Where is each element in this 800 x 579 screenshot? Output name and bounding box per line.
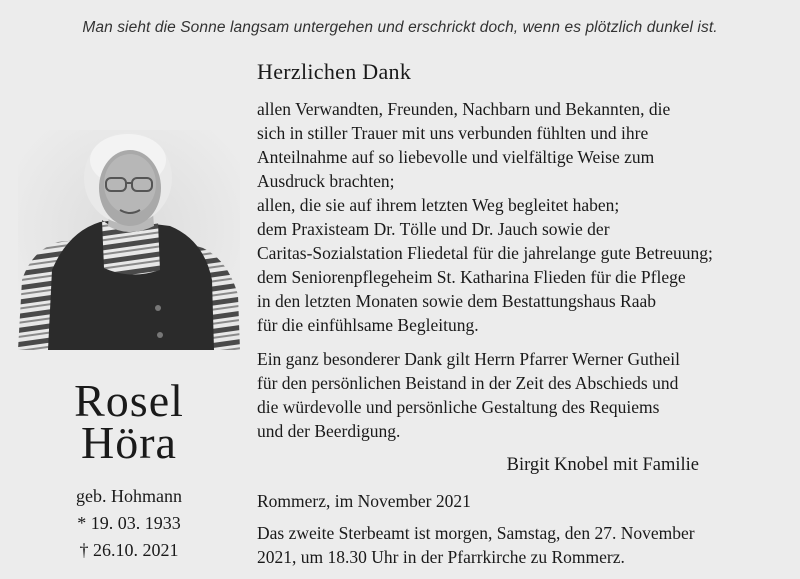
text-line: Anteilnahme auf so liebevolle und vielfältige Weise zum bbox=[257, 147, 655, 167]
text-line: die würdevolle und persönliche Gestaltung des Requiems bbox=[257, 397, 660, 417]
place-date: Rommerz, im November 2021 bbox=[257, 491, 471, 511]
text-line: und der Beerdigung. bbox=[257, 421, 401, 441]
text-line: 2021, um 18.30 Uhr in der Pfarrkirche zu Rommerz. bbox=[257, 547, 625, 567]
service-notice bbox=[257, 521, 787, 569]
text-line: allen, die sie auf ihrem letzten Weg begleitet haben; bbox=[257, 195, 620, 215]
thanks-paragraph-2 bbox=[257, 347, 787, 443]
thanks-paragraph-1 bbox=[257, 97, 787, 337]
text-line: Das zweite Sterbeamt ist morgen, Samstag, den 27. November bbox=[257, 523, 695, 543]
text-line: in den letzten Monaten sowie dem Bestattungshaus Raab bbox=[257, 291, 657, 311]
last-name: Höra bbox=[81, 417, 177, 468]
text-line: Ausdruck brachten; bbox=[257, 171, 395, 191]
text-line: Caritas-Sozialstation Fliedetal für die jahrelange gute Betreuung; bbox=[257, 243, 713, 263]
birth-name: geb. Hohmann bbox=[76, 486, 182, 506]
birth-date: * 19. 03. 1933 bbox=[77, 513, 181, 533]
text-line: dem Praxisteam Dr. Tölle und Dr. Jauch sowie der bbox=[257, 219, 610, 239]
thanks-heading: Herzlichen Dank bbox=[257, 59, 412, 84]
thanks-text-column bbox=[257, 60, 787, 579]
text-line: Ein ganz besonderer Dank gilt Herrn Pfarrer Werner Gutheil bbox=[257, 349, 680, 369]
text-line: für den persönlichen Beistand in der Zeit des Abschieds und bbox=[257, 373, 679, 393]
deceased-info bbox=[20, 375, 238, 561]
death-date: † 26.10. 2021 bbox=[79, 540, 179, 560]
text-line: für die einfühlsame Begleitung. bbox=[257, 315, 479, 335]
family-signature: Birgit Knobel mit Familie bbox=[506, 455, 699, 475]
portrait-photo bbox=[18, 130, 240, 350]
text-line: sich in stiller Trauer mit uns verbunden fühlten und ihre bbox=[257, 123, 649, 143]
text-line: allen Verwandten, Freunden, Nachbarn und Bekannten, die bbox=[257, 99, 671, 119]
text-line: dem Seniorenpflegeheim St. Katharina Flieden für die Pflege bbox=[257, 267, 686, 287]
epigraph-quote: Man sieht die Sonne langsam untergehen und erschrickt doch, wenn es plötzlich dunkel ist. bbox=[82, 19, 718, 36]
first-name: Rosel bbox=[74, 375, 184, 426]
